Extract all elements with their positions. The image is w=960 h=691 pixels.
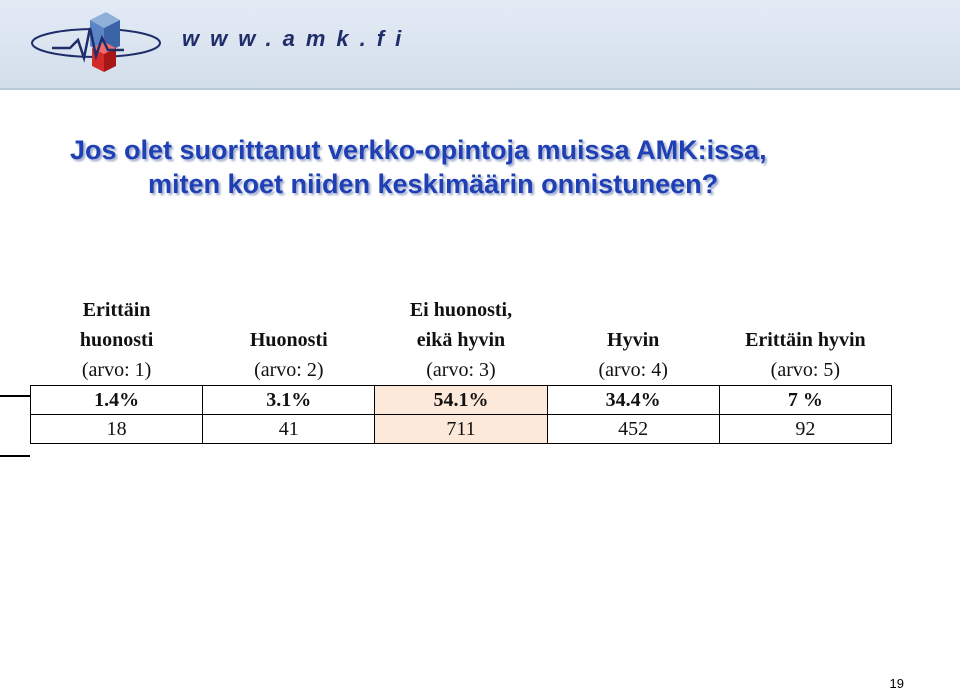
col5-count: 92 (719, 415, 891, 444)
value-label-row (31, 355, 892, 386)
col2-label-line2: Huonosti (249, 328, 328, 351)
results-table (30, 295, 892, 444)
col5-value-label: (arvo: 5) (770, 358, 841, 381)
website-url[interactable]: www.amk.fi (182, 26, 413, 51)
col4-count: 452 (547, 415, 719, 444)
col4-label-line2: Hyvin (607, 328, 660, 351)
page-number: 19 (889, 676, 904, 691)
col1-label-line1: Erittäin (82, 298, 151, 321)
header-row-2 (31, 325, 892, 355)
table-left-rule-top (0, 395, 30, 397)
page-title (70, 133, 930, 201)
col2-count: 41 (203, 415, 375, 444)
col1-label-line2: huonosti (79, 328, 154, 351)
col1-percent: 1.4% (31, 386, 203, 415)
count-row (31, 415, 892, 444)
header-row-1 (31, 295, 892, 325)
col5-label-line2: Erittäin hyvin (745, 328, 866, 351)
col5-label-line1 (719, 295, 891, 325)
col4-value-label: (arvo: 4) (598, 358, 668, 381)
table-left-rule-bottom (0, 455, 30, 457)
col2-value-label: (arvo: 2) (254, 358, 324, 381)
col1-count: 18 (31, 415, 203, 444)
col2-label-line1 (203, 295, 375, 325)
amk-logo-icon (28, 10, 178, 78)
col3-label-line2: eikä hyvin (416, 328, 506, 351)
title-line-1: Jos olet suorittanut verkko-opintoja muissa AMK:issa, (70, 135, 767, 165)
col3-label-line1: Ei huonosti, (409, 298, 513, 321)
page-header (0, 0, 960, 90)
percent-row (31, 386, 892, 415)
col3-percent: 54.1% (375, 386, 547, 415)
col2-percent: 3.1% (203, 386, 375, 415)
col3-count: 711 (375, 415, 547, 444)
col3-value-label: (arvo: 3) (426, 358, 496, 381)
col5-percent: 7 % (719, 386, 891, 415)
col4-percent: 34.4% (547, 386, 719, 415)
title-line-2: miten koet niiden keskimäärin onnistuneen? (148, 169, 719, 199)
col4-label-line1 (547, 295, 719, 325)
col1-value-label: (arvo: 1) (81, 358, 152, 381)
